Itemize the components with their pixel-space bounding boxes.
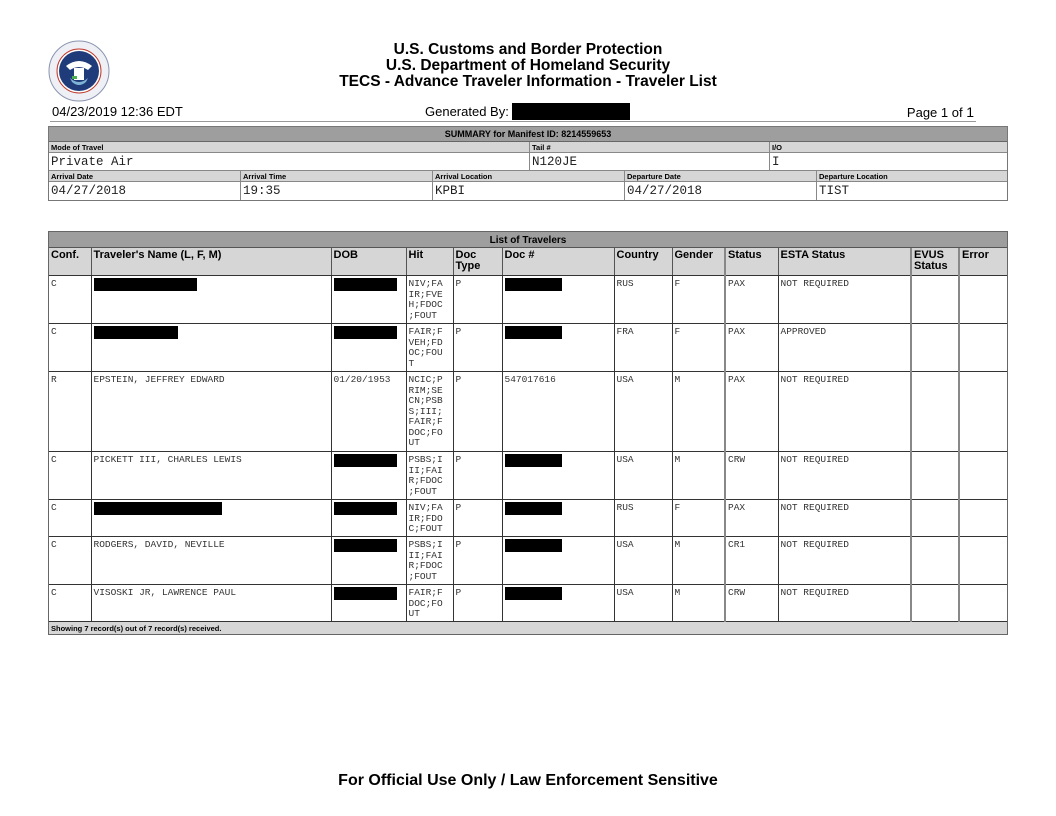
generated-by-redaction — [512, 103, 630, 120]
redaction-block — [334, 326, 397, 339]
department-title: U.S. Department of Homeland Security — [385, 57, 671, 74]
cell-traveler-name — [91, 452, 331, 500]
cell-doc-type — [453, 452, 502, 500]
traveler-name-value: RODGERS, DAVID, NEVILLE — [93, 539, 225, 550]
conf-value: R — [51, 374, 57, 385]
report-meta — [50, 104, 1008, 120]
cell-country — [614, 452, 672, 500]
cell-esta-status — [778, 585, 911, 622]
cell-traveler-name — [91, 537, 331, 585]
col-dob: DOB — [331, 248, 406, 276]
cell-esta-status — [778, 452, 911, 500]
traveler-row — [49, 452, 1007, 500]
cell-evus-status — [911, 372, 959, 452]
arrival-date-label: Arrival Date — [49, 171, 241, 182]
cell-gender — [672, 372, 725, 452]
cell-hit — [406, 500, 453, 537]
cell-country — [614, 585, 672, 622]
hit-value: FAIR;F VEH;FD OC;FOU T — [408, 326, 443, 369]
gender-value: M — [674, 539, 681, 550]
cell-error — [959, 500, 1007, 537]
redaction-block — [334, 278, 397, 291]
redaction-block — [505, 587, 562, 600]
cell-doc-type — [453, 372, 502, 452]
cell-esta-status — [778, 537, 911, 585]
country-value: FRA — [616, 326, 634, 337]
cell-doc-number — [502, 585, 614, 622]
mode-of-travel-value: Private Air — [49, 153, 530, 171]
conf-value: C — [51, 278, 57, 289]
cell-status — [725, 585, 778, 622]
cell-esta-status — [778, 276, 911, 324]
cell-country — [614, 500, 672, 537]
esta-status-value: NOT REQUIRED — [780, 587, 849, 598]
redaction-block — [505, 278, 562, 291]
cell-conf — [49, 324, 91, 372]
redaction-block — [94, 278, 197, 291]
arrival-date-value: 04/27/2018 — [49, 182, 241, 200]
col-esta: ESTA Status — [778, 248, 911, 276]
gender-value: F — [674, 502, 681, 513]
cell-doc-number — [502, 537, 614, 585]
page-label: Page 1 of — [906, 105, 967, 120]
traveler-name-value: PICKETT III, CHARLES LEWIS — [93, 454, 242, 465]
redaction-block — [505, 454, 562, 467]
esta-status-value: APPROVED — [780, 326, 827, 337]
cell-doc-number — [502, 372, 614, 452]
status-value: PAX — [728, 374, 746, 385]
dob-value: 01/20/1953 — [333, 374, 391, 385]
report-timestamp: 04/23/2019 12:36 EDT — [52, 104, 183, 119]
cell-evus-status — [911, 324, 959, 372]
io-label: I/O — [770, 142, 1007, 153]
cell-hit — [406, 452, 453, 500]
col-doc-no: Doc # — [502, 248, 614, 276]
tail-value: N120JE — [530, 153, 770, 171]
travelers-title: List of Travelers — [49, 232, 1007, 248]
redaction-block — [505, 502, 562, 515]
redaction-block — [505, 539, 562, 552]
cell-evus-status — [911, 500, 959, 537]
traveler-name-value: EPSTEIN, JEFFREY EDWARD — [93, 374, 225, 385]
cell-traveler-name — [91, 276, 331, 324]
agency-title: U.S. Customs and Border Protection — [393, 41, 663, 58]
gender-value: F — [674, 278, 681, 289]
travelers-header-row — [49, 248, 1007, 276]
esta-status-value: NOT REQUIRED — [780, 502, 849, 513]
cell-gender — [672, 500, 725, 537]
cell-traveler-name — [91, 500, 331, 537]
cell-evus-status — [911, 585, 959, 622]
cell-gender — [672, 276, 725, 324]
traveler-name-value: VISOSKI JR, LAWRENCE PAUL — [93, 587, 237, 598]
cell-gender — [672, 537, 725, 585]
redaction-block — [94, 502, 222, 515]
cell-country — [614, 372, 672, 452]
arrival-location-value: KPBI — [433, 182, 625, 200]
doc-number-value: 547017616 — [504, 374, 556, 385]
cell-doc-number — [502, 276, 614, 324]
esta-status-value: NOT REQUIRED — [780, 374, 849, 385]
doc-type-value: P — [455, 454, 462, 465]
cell-conf — [49, 585, 91, 622]
cell-doc-type — [453, 276, 502, 324]
status-value: CR1 — [728, 539, 746, 550]
country-value: RUS — [616, 502, 634, 513]
redaction-block — [334, 539, 397, 552]
departure-location-value: TIST — [819, 184, 850, 198]
status-value: PAX — [728, 278, 746, 289]
cell-doc-type — [453, 537, 502, 585]
redaction-block — [94, 326, 178, 339]
cell-dob — [331, 500, 406, 537]
col-status: Status — [725, 248, 778, 276]
cell-evus-status — [911, 537, 959, 585]
cell-error — [959, 276, 1007, 324]
departure-date-label: Departure Date — [625, 171, 817, 182]
cell-esta-status — [778, 324, 911, 372]
redaction-block — [334, 587, 397, 600]
doc-type-value: P — [455, 502, 462, 513]
cell-status — [725, 500, 778, 537]
cell-hit — [406, 537, 453, 585]
cell-dob — [331, 585, 406, 622]
arrival-time-label: Arrival Time — [241, 171, 433, 182]
cell-gender — [672, 585, 725, 622]
cell-doc-number — [502, 324, 614, 372]
status-value: PAX — [728, 502, 746, 513]
status-value: CRW — [728, 587, 746, 598]
arrival-location-label: Arrival Location — [433, 171, 625, 182]
generated-by — [425, 104, 630, 120]
cell-doc-type — [453, 324, 502, 372]
redaction-block — [334, 454, 397, 467]
arrival-time-value: 19:35 — [241, 182, 433, 200]
cell-evus-status — [911, 276, 959, 324]
country-value: USA — [616, 587, 634, 598]
gender-value: M — [674, 587, 681, 598]
cell-dob — [331, 452, 406, 500]
cell-hit — [406, 372, 453, 452]
io-value: I — [770, 153, 1007, 171]
col-country: Country — [614, 248, 672, 276]
cell-doc-number — [502, 452, 614, 500]
cell-hit — [406, 324, 453, 372]
col-evus: EVUS Status — [911, 248, 959, 276]
country-value: RUS — [616, 278, 634, 289]
mode-of-travel-label: Mode of Travel — [49, 142, 530, 153]
country-value: USA — [616, 539, 634, 550]
hit-value: PSBS;I II;FAI R;FDOC ;FOUT — [408, 454, 443, 497]
conf-value: C — [51, 454, 57, 465]
traveler-row — [49, 585, 1007, 622]
departure-location-label: Departure Location — [817, 171, 1007, 182]
manifest-summary — [48, 126, 1008, 201]
doc-type-value: P — [455, 326, 462, 337]
traveler-row — [49, 537, 1007, 585]
cell-doc-type — [453, 500, 502, 537]
tail-label: Tail # — [530, 142, 770, 153]
report-titles — [0, 42, 1056, 90]
col-doc-type: Doc Type — [453, 248, 502, 276]
status-value: PAX — [728, 326, 746, 337]
traveler-row — [49, 500, 1007, 537]
cell-esta-status — [778, 372, 911, 452]
summary-title: SUMMARY for Manifest ID: 8214559653 — [49, 127, 1007, 142]
cell-doc-number — [502, 500, 614, 537]
cell-conf — [49, 276, 91, 324]
cell-dob — [331, 324, 406, 372]
gender-value: F — [674, 326, 681, 337]
meta-divider — [50, 121, 976, 122]
cell-error — [959, 324, 1007, 372]
esta-status-value: NOT REQUIRED — [780, 539, 849, 550]
cell-conf — [49, 537, 91, 585]
cell-dob — [331, 276, 406, 324]
cell-status — [725, 276, 778, 324]
hit-value: NIV;FA IR;FVE H;FDOC ;FOUT — [408, 278, 443, 321]
esta-status-value: NOT REQUIRED — [780, 278, 849, 289]
cell-status — [725, 324, 778, 372]
cell-hit — [406, 276, 453, 324]
conf-value: C — [51, 539, 57, 550]
doc-type-value: P — [455, 539, 462, 550]
cell-gender — [672, 452, 725, 500]
cell-error — [959, 585, 1007, 622]
cell-dob — [331, 372, 406, 452]
doc-type-value: P — [455, 587, 462, 598]
cell-evus-status — [911, 452, 959, 500]
cell-traveler-name — [91, 585, 331, 622]
hit-value: PSBS;I II;FAI R;FDOC ;FOUT — [408, 539, 443, 582]
cell-gender — [672, 324, 725, 372]
cell-conf — [49, 500, 91, 537]
hit-value: FAIR;F DOC;FO UT — [408, 587, 443, 619]
hit-value: NCIC;P RIM;SE CN;PSB S;III; FAIR;F DOC;FO UT — [408, 374, 443, 448]
cell-conf — [49, 372, 91, 452]
cell-doc-type — [453, 585, 502, 622]
traveler-row — [49, 276, 1007, 324]
generated-by-label: Generated By: — [425, 104, 509, 119]
conf-value: C — [51, 502, 57, 513]
country-value: USA — [616, 454, 634, 465]
traveler-row — [49, 372, 1007, 452]
conf-value: C — [51, 326, 57, 337]
cell-traveler-name — [91, 372, 331, 452]
cell-status — [725, 372, 778, 452]
cell-status — [725, 537, 778, 585]
cell-error — [959, 452, 1007, 500]
cell-country — [614, 537, 672, 585]
departure-date-value: 04/27/2018 — [625, 182, 817, 200]
cell-esta-status — [778, 500, 911, 537]
redaction-block — [334, 502, 397, 515]
cell-status — [725, 452, 778, 500]
records-count: Showing 7 record(s) out of 7 record(s) received. — [49, 622, 1007, 634]
cell-conf — [49, 452, 91, 500]
cell-country — [614, 276, 672, 324]
redaction-block — [505, 326, 562, 339]
page-total: 1 — [966, 104, 974, 120]
cell-country — [614, 324, 672, 372]
status-value: CRW — [728, 454, 746, 465]
gender-value: M — [674, 374, 681, 385]
cell-hit — [406, 585, 453, 622]
conf-value: C — [51, 587, 57, 598]
cell-error — [959, 372, 1007, 452]
esta-status-value: NOT REQUIRED — [780, 454, 849, 465]
classification-footer: For Official Use Only / Law Enforcement Sensitive — [338, 772, 718, 789]
cell-traveler-name — [91, 324, 331, 372]
doc-type-value: P — [455, 278, 462, 289]
traveler-row — [49, 324, 1007, 372]
page-indicator — [907, 104, 974, 120]
cell-error — [959, 537, 1007, 585]
cell-dob — [331, 537, 406, 585]
col-name: Traveler's Name (L, F, M) — [91, 248, 331, 276]
hit-value: NIV;FA IR;FDO C;FOUT — [408, 502, 443, 534]
col-error: Error — [959, 248, 1007, 276]
col-hit: Hit — [406, 248, 453, 276]
doc-type-value: P — [455, 374, 462, 385]
col-conf: Conf. — [49, 248, 91, 276]
travelers-table — [48, 231, 1008, 635]
gender-value: M — [674, 454, 681, 465]
country-value: USA — [616, 374, 634, 385]
col-gender: Gender — [672, 248, 725, 276]
report-title: TECS - Advance Traveler Information - Traveler List — [339, 73, 717, 90]
